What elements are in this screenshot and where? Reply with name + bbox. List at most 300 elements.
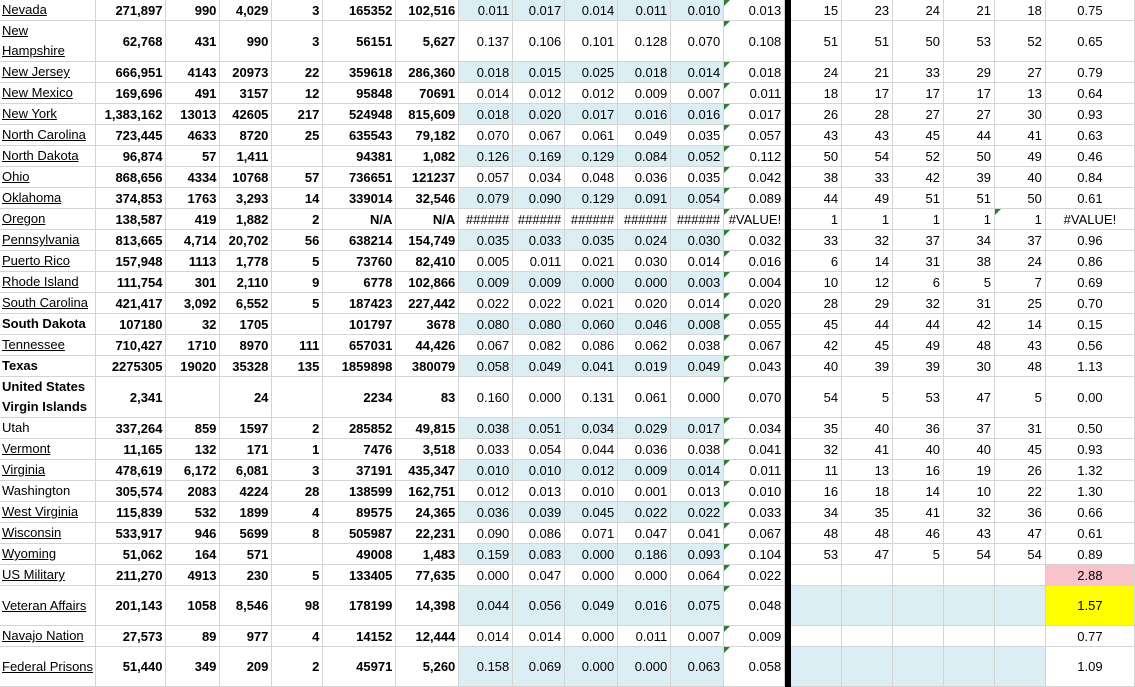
count-cell[interactable]: 89575 xyxy=(323,502,396,523)
row-name-cell[interactable] xyxy=(0,146,96,167)
rate-cell[interactable]: 0.022 xyxy=(671,502,724,523)
rate-cell[interactable]: 0.021 xyxy=(565,251,618,272)
rate-cell[interactable]: 0.001 xyxy=(618,481,671,502)
count-cell[interactable]: 8720 xyxy=(220,125,272,146)
count-cell[interactable]: 24,365 xyxy=(396,502,459,523)
rate-cell[interactable]: 0.024 xyxy=(618,230,671,251)
row-name-cell[interactable] xyxy=(0,125,96,146)
ratio-cell[interactable]: 0.75 xyxy=(1045,0,1134,21)
rank-cell[interactable]: 14 xyxy=(842,251,893,272)
rank-cell[interactable]: 51 xyxy=(791,21,842,62)
count-cell[interactable]: 6,172 xyxy=(166,460,220,481)
count-cell[interactable]: 57 xyxy=(272,167,323,188)
row-name-link[interactable]: Vermont xyxy=(2,441,51,456)
rate-cell[interactable]: 0.060 xyxy=(565,314,618,335)
rank-cell[interactable]: 35 xyxy=(791,418,842,439)
rank-cell[interactable]: 10 xyxy=(944,481,995,502)
count-cell[interactable]: 3157 xyxy=(220,83,272,104)
row-name-link[interactable]: Ohio xyxy=(2,169,30,184)
rank-cell[interactable] xyxy=(893,647,944,687)
rank-cell[interactable]: 37 xyxy=(893,230,944,251)
rank-cell[interactable] xyxy=(791,565,842,586)
count-cell[interactable]: 638214 xyxy=(323,230,396,251)
rank-cell[interactable]: 21 xyxy=(842,62,893,83)
rate-cell[interactable]: 0.075 xyxy=(671,586,724,626)
rank-cell[interactable]: 13 xyxy=(994,83,1045,104)
count-cell[interactable]: 8 xyxy=(272,523,323,544)
rate-cell[interactable]: 0.010 xyxy=(671,0,724,21)
rank-cell[interactable]: 6 xyxy=(791,251,842,272)
rate-cell[interactable]: 0.007 xyxy=(671,83,724,104)
rate-cell[interactable]: 0.035 xyxy=(671,125,724,146)
rank-cell[interactable]: 28 xyxy=(791,293,842,314)
rate-cell[interactable]: 0.061 xyxy=(565,125,618,146)
count-cell[interactable]: 286,360 xyxy=(396,62,459,83)
count-cell[interactable]: 98 xyxy=(272,586,323,626)
rank-cell[interactable]: 49 xyxy=(994,146,1045,167)
rank-cell[interactable]: 5 xyxy=(994,377,1045,418)
average-rate-cell[interactable]: 0.058 xyxy=(724,647,785,687)
count-cell[interactable]: 89 xyxy=(166,626,220,647)
rank-cell[interactable]: 42 xyxy=(944,314,995,335)
rank-cell[interactable]: 24 xyxy=(893,0,944,21)
rank-cell[interactable]: 47 xyxy=(994,523,1045,544)
average-rate-cell[interactable]: #VALUE! xyxy=(724,209,785,230)
count-cell[interactable]: 1705 xyxy=(220,314,272,335)
ratio-cell[interactable]: 1.30 xyxy=(1045,481,1134,502)
count-cell[interactable]: 946 xyxy=(166,523,220,544)
count-cell[interactable]: 301 xyxy=(166,272,220,293)
rank-cell[interactable]: 23 xyxy=(842,0,893,21)
count-cell[interactable]: 6,552 xyxy=(220,293,272,314)
ratio-cell[interactable]: 0.46 xyxy=(1045,146,1134,167)
rate-cell[interactable]: 0.049 xyxy=(671,356,724,377)
count-cell[interactable]: 12,444 xyxy=(396,626,459,647)
rank-cell[interactable]: 36 xyxy=(994,502,1045,523)
rate-cell[interactable]: 0.047 xyxy=(513,565,565,586)
rank-cell[interactable]: 54 xyxy=(994,544,1045,565)
count-cell[interactable]: 22 xyxy=(272,62,323,83)
rank-cell[interactable]: 27 xyxy=(944,104,995,125)
count-cell[interactable]: 12 xyxy=(272,83,323,104)
rank-cell[interactable] xyxy=(994,565,1045,586)
rank-cell[interactable]: 42 xyxy=(791,335,842,356)
ratio-cell[interactable]: 0.93 xyxy=(1045,104,1134,125)
row-name-link[interactable]: Pennsylvania xyxy=(2,232,80,247)
rank-cell[interactable]: 39 xyxy=(842,356,893,377)
rank-cell[interactable]: 26 xyxy=(791,104,842,125)
count-cell[interactable]: 2 xyxy=(272,418,323,439)
rank-cell[interactable]: 34 xyxy=(944,230,995,251)
row-name-cell[interactable] xyxy=(0,523,96,544)
rank-cell[interactable]: 1 xyxy=(791,209,842,230)
count-cell[interactable]: 723,445 xyxy=(96,125,166,146)
ratio-cell[interactable]: 0.15 xyxy=(1045,314,1134,335)
count-cell[interactable]: 32,546 xyxy=(396,188,459,209)
rank-cell[interactable]: 14 xyxy=(994,314,1045,335)
average-rate-cell[interactable]: 0.055 xyxy=(724,314,785,335)
rank-cell[interactable]: 33 xyxy=(842,167,893,188)
ratio-cell[interactable]: 0.86 xyxy=(1045,251,1134,272)
rate-cell[interactable]: 0.049 xyxy=(618,125,671,146)
rate-cell[interactable]: 0.067 xyxy=(513,125,565,146)
count-cell[interactable]: 7476 xyxy=(323,439,396,460)
count-cell[interactable]: 171 xyxy=(220,439,272,460)
count-cell[interactable]: 2083 xyxy=(166,481,220,502)
row-name-link[interactable]: Federal Prisons xyxy=(2,658,94,674)
rate-cell[interactable]: 0.009 xyxy=(618,460,671,481)
rank-cell[interactable]: 53 xyxy=(944,21,995,62)
count-cell[interactable]: 3 xyxy=(272,21,323,62)
count-cell[interactable]: 5 xyxy=(272,251,323,272)
row-name-cell[interactable] xyxy=(0,21,96,62)
rate-cell[interactable]: 0.016 xyxy=(671,104,724,125)
row-name-cell[interactable] xyxy=(0,167,96,188)
rate-cell[interactable]: 0.033 xyxy=(459,439,513,460)
count-cell[interactable]: 51,062 xyxy=(96,544,166,565)
count-cell[interactable]: 1058 xyxy=(166,586,220,626)
row-name-cell[interactable] xyxy=(0,209,96,230)
rank-cell[interactable]: 5 xyxy=(842,377,893,418)
row-name-cell[interactable] xyxy=(0,104,96,125)
rate-cell[interactable]: 0.041 xyxy=(565,356,618,377)
rate-cell[interactable]: 0.009 xyxy=(618,83,671,104)
rate-cell[interactable]: 0.038 xyxy=(671,335,724,356)
count-cell[interactable]: 2275305 xyxy=(96,356,166,377)
rank-cell[interactable] xyxy=(842,647,893,687)
row-name-cell[interactable] xyxy=(0,0,96,21)
count-cell[interactable]: 157,948 xyxy=(96,251,166,272)
count-cell[interactable] xyxy=(166,377,220,418)
ratio-cell[interactable]: 0.66 xyxy=(1045,502,1134,523)
rate-cell[interactable]: 0.091 xyxy=(618,188,671,209)
rank-cell[interactable]: 41 xyxy=(994,125,1045,146)
rank-cell[interactable]: 18 xyxy=(791,83,842,104)
row-name-link[interactable]: Virginia xyxy=(2,462,46,477)
rate-cell[interactable]: 0.067 xyxy=(459,335,513,356)
count-cell[interactable]: 32 xyxy=(166,314,220,335)
rank-cell[interactable]: 54 xyxy=(842,146,893,167)
count-cell[interactable]: 3678 xyxy=(396,314,459,335)
rank-cell[interactable]: 15 xyxy=(791,0,842,21)
ratio-cell[interactable]: 1.13 xyxy=(1045,356,1134,377)
count-cell[interactable]: 37191 xyxy=(323,460,396,481)
count-cell[interactable]: 162,751 xyxy=(396,481,459,502)
count-cell[interactable]: 1,082 xyxy=(396,146,459,167)
rank-cell[interactable]: 46 xyxy=(893,523,944,544)
rank-cell[interactable]: 32 xyxy=(791,439,842,460)
count-cell[interactable]: 49,815 xyxy=(396,418,459,439)
rank-cell[interactable]: 50 xyxy=(994,188,1045,209)
rate-cell[interactable]: 0.022 xyxy=(513,293,565,314)
count-cell[interactable]: 337,264 xyxy=(96,418,166,439)
count-cell[interactable]: 4224 xyxy=(220,481,272,502)
count-cell[interactable]: 815,609 xyxy=(396,104,459,125)
rate-cell[interactable]: 0.025 xyxy=(565,62,618,83)
rate-cell[interactable]: 0.012 xyxy=(459,481,513,502)
ratio-cell[interactable]: 1.57 xyxy=(1045,586,1134,626)
rate-cell[interactable]: 0.079 xyxy=(459,188,513,209)
count-cell[interactable]: 45971 xyxy=(323,647,396,687)
rank-cell[interactable]: 44 xyxy=(893,314,944,335)
count-cell[interactable]: 491 xyxy=(166,83,220,104)
count-cell[interactable]: 169,696 xyxy=(96,83,166,104)
row-name-cell[interactable] xyxy=(0,83,96,104)
average-rate-cell[interactable]: 0.017 xyxy=(724,104,785,125)
rate-cell[interactable]: 0.014 xyxy=(565,0,618,21)
rank-cell[interactable] xyxy=(893,586,944,626)
row-name-cell[interactable] xyxy=(0,251,96,272)
count-cell[interactable]: 374,853 xyxy=(96,188,166,209)
average-rate-cell[interactable]: 0.067 xyxy=(724,523,785,544)
count-cell[interactable]: 24 xyxy=(220,377,272,418)
rate-cell[interactable]: 0.029 xyxy=(618,418,671,439)
rate-cell[interactable]: 0.086 xyxy=(513,523,565,544)
row-name-link[interactable]: New York xyxy=(2,106,57,121)
count-cell[interactable]: 227,442 xyxy=(396,293,459,314)
rate-cell[interactable]: 0.129 xyxy=(565,188,618,209)
rate-cell[interactable]: 0.051 xyxy=(513,418,565,439)
rank-cell[interactable]: 31 xyxy=(893,251,944,272)
rate-cell[interactable]: 0.034 xyxy=(513,167,565,188)
rate-cell[interactable]: 0.030 xyxy=(618,251,671,272)
count-cell[interactable]: 11,165 xyxy=(96,439,166,460)
rate-cell[interactable]: 0.014 xyxy=(513,626,565,647)
rank-cell[interactable] xyxy=(994,647,1045,687)
rate-cell[interactable]: 0.056 xyxy=(513,586,565,626)
count-cell[interactable]: 165352 xyxy=(323,0,396,21)
rank-cell[interactable]: 34 xyxy=(791,502,842,523)
count-cell[interactable]: 42605 xyxy=(220,104,272,125)
count-cell[interactable]: 571 xyxy=(220,544,272,565)
count-cell[interactable]: 107180 xyxy=(96,314,166,335)
rank-cell[interactable] xyxy=(842,586,893,626)
rank-cell[interactable]: 51 xyxy=(893,188,944,209)
average-rate-cell[interactable]: 0.043 xyxy=(724,356,785,377)
rank-cell[interactable] xyxy=(842,565,893,586)
row-name-link[interactable]: Puerto Rico xyxy=(2,253,70,268)
rate-cell[interactable]: 0.070 xyxy=(459,125,513,146)
row-name-cell[interactable] xyxy=(0,314,96,335)
rank-cell[interactable]: 31 xyxy=(994,418,1045,439)
rank-cell[interactable]: 5 xyxy=(893,544,944,565)
count-cell[interactable]: 4913 xyxy=(166,565,220,586)
rank-cell[interactable]: 17 xyxy=(842,83,893,104)
rank-cell[interactable]: 10 xyxy=(791,272,842,293)
count-cell[interactable]: 56151 xyxy=(323,21,396,62)
average-rate-cell[interactable]: 0.112 xyxy=(724,146,785,167)
rate-cell[interactable]: 0.057 xyxy=(459,167,513,188)
rank-cell[interactable]: 50 xyxy=(893,21,944,62)
rank-cell[interactable]: 54 xyxy=(944,544,995,565)
rate-cell[interactable]: 0.158 xyxy=(459,647,513,687)
ratio-cell[interactable]: 0.50 xyxy=(1045,418,1134,439)
rank-cell[interactable]: 29 xyxy=(842,293,893,314)
count-cell[interactable]: 209 xyxy=(220,647,272,687)
ratio-cell[interactable]: 0.69 xyxy=(1045,272,1134,293)
ratio-cell[interactable]: 0.89 xyxy=(1045,544,1134,565)
count-cell[interactable]: 62,768 xyxy=(96,21,166,62)
rate-cell[interactable]: 0.019 xyxy=(618,356,671,377)
count-cell[interactable]: 57 xyxy=(166,146,220,167)
rank-cell[interactable] xyxy=(893,626,944,647)
ratio-cell[interactable]: 0.56 xyxy=(1045,335,1134,356)
count-cell[interactable]: 635543 xyxy=(323,125,396,146)
rate-cell[interactable]: 0.014 xyxy=(459,626,513,647)
rate-cell[interactable]: 0.069 xyxy=(513,647,565,687)
rank-cell[interactable]: 47 xyxy=(944,377,995,418)
rate-cell[interactable]: 0.016 xyxy=(618,104,671,125)
rate-cell[interactable]: 0.039 xyxy=(513,502,565,523)
rank-cell[interactable]: 52 xyxy=(994,21,1045,62)
ratio-cell[interactable]: 0.61 xyxy=(1045,523,1134,544)
rate-cell[interactable]: 0.000 xyxy=(513,377,565,418)
rate-cell[interactable]: 0.000 xyxy=(565,272,618,293)
rate-cell[interactable]: 0.000 xyxy=(618,272,671,293)
count-cell[interactable]: 1,383,162 xyxy=(96,104,166,125)
count-cell[interactable]: 1710 xyxy=(166,335,220,356)
rank-cell[interactable] xyxy=(791,647,842,687)
rank-cell[interactable]: 44 xyxy=(944,125,995,146)
rank-cell[interactable]: 24 xyxy=(791,62,842,83)
row-name-link[interactable]: New Mexico xyxy=(2,85,73,100)
count-cell[interactable]: 5,260 xyxy=(396,647,459,687)
rank-cell[interactable]: 53 xyxy=(893,377,944,418)
count-cell[interactable]: N/A xyxy=(396,209,459,230)
rank-cell[interactable]: 53 xyxy=(791,544,842,565)
rate-cell[interactable]: 0.010 xyxy=(459,460,513,481)
row-name-link[interactable]: South Carolina xyxy=(2,295,88,310)
count-cell[interactable]: 4,714 xyxy=(166,230,220,251)
count-cell[interactable]: 56 xyxy=(272,230,323,251)
rank-cell[interactable]: 32 xyxy=(893,293,944,314)
rate-cell[interactable]: 0.008 xyxy=(671,314,724,335)
count-cell[interactable]: N/A xyxy=(323,209,396,230)
rank-cell[interactable]: 35 xyxy=(842,502,893,523)
count-cell[interactable]: 111,754 xyxy=(96,272,166,293)
count-cell[interactable]: 339014 xyxy=(323,188,396,209)
count-cell[interactable]: 710,427 xyxy=(96,335,166,356)
count-cell[interactable]: 13013 xyxy=(166,104,220,125)
rank-cell[interactable]: 43 xyxy=(994,335,1045,356)
count-cell[interactable]: 101797 xyxy=(323,314,396,335)
rate-cell[interactable]: 0.009 xyxy=(513,272,565,293)
count-cell[interactable] xyxy=(272,314,323,335)
average-rate-cell[interactable]: 0.020 xyxy=(724,293,785,314)
rank-cell[interactable]: 48 xyxy=(842,523,893,544)
rate-cell[interactable]: 0.049 xyxy=(513,356,565,377)
average-rate-cell[interactable]: 0.018 xyxy=(724,62,785,83)
rate-cell[interactable]: 0.022 xyxy=(618,502,671,523)
row-name-cell[interactable] xyxy=(0,647,96,687)
rate-cell[interactable]: 0.017 xyxy=(671,418,724,439)
count-cell[interactable]: 1597 xyxy=(220,418,272,439)
rate-cell[interactable]: ###### xyxy=(565,209,618,230)
count-cell[interactable]: 14,398 xyxy=(396,586,459,626)
count-cell[interactable]: 121237 xyxy=(396,167,459,188)
rate-cell[interactable]: 0.036 xyxy=(618,167,671,188)
count-cell[interactable]: 5699 xyxy=(220,523,272,544)
rate-cell[interactable]: 0.044 xyxy=(565,439,618,460)
rank-cell[interactable] xyxy=(791,586,842,626)
count-cell[interactable]: 1,882 xyxy=(220,209,272,230)
row-name-link[interactable]: Oregon xyxy=(2,211,46,226)
rate-cell[interactable]: 0.000 xyxy=(565,565,618,586)
rank-cell[interactable]: 49 xyxy=(842,188,893,209)
row-name-link[interactable]: Rhode Island xyxy=(2,274,79,289)
rank-cell[interactable]: 11 xyxy=(791,460,842,481)
count-cell[interactable]: 6,081 xyxy=(220,460,272,481)
count-cell[interactable]: 3 xyxy=(272,460,323,481)
rank-cell[interactable]: 36 xyxy=(893,418,944,439)
count-cell[interactable]: 217 xyxy=(272,104,323,125)
rate-cell[interactable]: 0.084 xyxy=(618,146,671,167)
rank-cell[interactable]: 1 xyxy=(893,209,944,230)
count-cell[interactable]: 421,417 xyxy=(96,293,166,314)
count-cell[interactable]: 271,897 xyxy=(96,0,166,21)
count-cell[interactable]: 2 xyxy=(272,647,323,687)
average-rate-cell[interactable]: 0.013 xyxy=(724,0,785,21)
rate-cell[interactable]: 0.054 xyxy=(671,188,724,209)
count-cell[interactable]: 524948 xyxy=(323,104,396,125)
count-cell[interactable]: 5,627 xyxy=(396,21,459,62)
rank-cell[interactable]: 18 xyxy=(842,481,893,502)
row-name-link[interactable]: West Virginia xyxy=(2,504,79,519)
rank-cell[interactable]: 43 xyxy=(791,125,842,146)
rate-cell[interactable]: 0.054 xyxy=(513,439,565,460)
row-name-cell[interactable] xyxy=(0,272,96,293)
rate-cell[interactable]: 0.012 xyxy=(565,460,618,481)
rank-cell[interactable]: 41 xyxy=(893,502,944,523)
rate-cell[interactable]: 0.046 xyxy=(618,314,671,335)
row-name-cell[interactable] xyxy=(0,62,96,83)
count-cell[interactable]: 435,347 xyxy=(396,460,459,481)
row-name-link[interactable]: Wisconsin xyxy=(2,525,62,540)
average-rate-cell[interactable]: 0.034 xyxy=(724,418,785,439)
rate-cell[interactable]: 0.086 xyxy=(565,335,618,356)
rank-cell[interactable] xyxy=(944,586,995,626)
row-name-cell[interactable] xyxy=(0,356,96,377)
count-cell[interactable]: 14 xyxy=(272,188,323,209)
rate-cell[interactable]: 0.080 xyxy=(459,314,513,335)
count-cell[interactable]: 3,293 xyxy=(220,188,272,209)
count-cell[interactable]: 27,573 xyxy=(96,626,166,647)
count-cell[interactable]: 1,411 xyxy=(220,146,272,167)
count-cell[interactable]: 102,866 xyxy=(396,272,459,293)
rate-cell[interactable]: ###### xyxy=(459,209,513,230)
rate-cell[interactable]: 0.064 xyxy=(671,565,724,586)
rank-cell[interactable]: 32 xyxy=(842,230,893,251)
average-rate-cell[interactable]: 0.011 xyxy=(724,460,785,481)
count-cell[interactable]: 154,749 xyxy=(396,230,459,251)
count-cell[interactable]: 22,231 xyxy=(396,523,459,544)
count-cell[interactable]: 94381 xyxy=(323,146,396,167)
count-cell[interactable]: 35328 xyxy=(220,356,272,377)
rate-cell[interactable]: 0.017 xyxy=(513,0,565,21)
rate-cell[interactable]: 0.017 xyxy=(565,104,618,125)
ratio-cell[interactable]: 0.65 xyxy=(1045,21,1134,62)
rank-cell[interactable]: 54 xyxy=(791,377,842,418)
row-name-cell[interactable] xyxy=(0,544,96,565)
count-cell[interactable]: 380079 xyxy=(396,356,459,377)
rank-cell[interactable]: 37 xyxy=(944,418,995,439)
row-name-cell[interactable] xyxy=(0,418,96,439)
rate-cell[interactable]: 0.014 xyxy=(671,251,724,272)
average-rate-cell[interactable]: 0.057 xyxy=(724,125,785,146)
count-cell[interactable]: 230 xyxy=(220,565,272,586)
row-name-link[interactable]: Oklahoma xyxy=(2,190,62,205)
rate-cell[interactable]: 0.169 xyxy=(513,146,565,167)
